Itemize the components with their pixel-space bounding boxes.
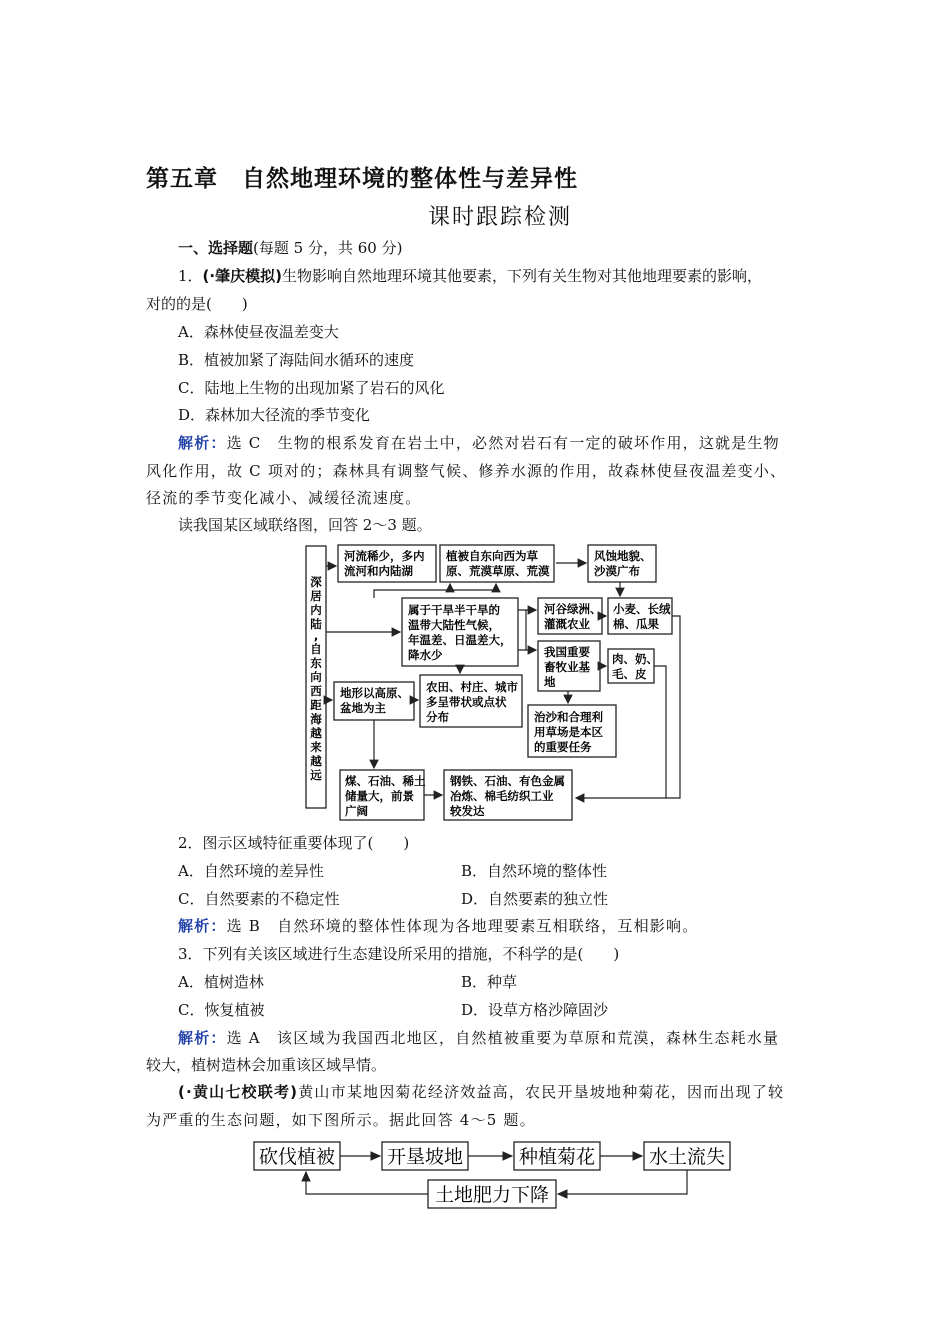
- svg-text:地: 地: [544, 675, 556, 689]
- svg-text:降水少: 降水少: [408, 648, 443, 662]
- svg-text:来: 来: [310, 740, 322, 754]
- region-diagram: [300, 540, 690, 825]
- svg-text:西: 西: [310, 684, 322, 698]
- svg-text:居: 居: [310, 589, 322, 603]
- svg-text:冶炼、棉毛纺织工业: 冶炼、棉毛纺织工业: [450, 789, 554, 803]
- svg-text:陆: 陆: [310, 617, 322, 631]
- q2-option-d: D．自然要素的独立性: [461, 890, 609, 908]
- q1-analysis-line1: [178, 432, 780, 454]
- q2-analysis: [178, 915, 698, 937]
- page-subtitle: 课时跟踪检测: [427, 205, 572, 230]
- svg-text:毛、皮: 毛、皮: [612, 667, 647, 681]
- svg-text:河流稀少，多内: 河流稀少，多内: [344, 549, 425, 563]
- svg-text:钢铁、石油、有色金属: 钢铁、石油、有色金属: [450, 774, 565, 788]
- diagram-left-text: [310, 575, 322, 782]
- svg-text:棉、瓜果: 棉、瓜果: [613, 617, 659, 631]
- q1-number: 1．: [178, 267, 203, 285]
- svg-text:东: 东: [310, 656, 322, 670]
- q3-stem: 3．下列有关该区域进行生态建设所采用的措施，不科学的是( ): [178, 945, 620, 963]
- q2-analysis-text: 选 B 自然环境的整体性体现为各地理要素互相联络，互相影响。: [226, 917, 699, 935]
- q1-analysis-text1: 选 C 生物的根系发育在岩土中，必然对岩石有一定的破坏作用，这就是生物: [226, 434, 780, 452]
- svg-text:地形以高原、: 地形以高原、: [340, 686, 409, 700]
- svg-text:远: 远: [310, 768, 322, 782]
- q1-stem-line1: [178, 265, 762, 287]
- svg-text:盆地为主: 盆地为主: [340, 701, 386, 715]
- svg-text:分布: 分布: [426, 710, 449, 724]
- q3-option-d: D．设草方格沙障固沙: [461, 1001, 609, 1019]
- svg-text:畜牧业基: 畜牧业基: [544, 660, 590, 674]
- svg-text:我国重要: 我国重要: [544, 645, 590, 659]
- q1-analysis-label: 解析：: [178, 434, 227, 452]
- svg-text:用草场是本区: 用草场是本区: [534, 725, 603, 739]
- svg-text:年温差、日温差大，: 年温差、日温差大，: [408, 633, 512, 647]
- q1-option-a: A．森林使昼夜温差变大: [178, 323, 339, 341]
- intro-4-5-text-a: 黄山市某地因菊花经济效益高，农民开垦坡地种菊花，因而出现了较: [298, 1083, 785, 1101]
- svg-text:种植菊花: 种植菊花: [519, 1146, 596, 1168]
- svg-text:农田、村庄、城市: 农田、村庄、城市: [426, 680, 518, 694]
- section-heading-label: 一、选择题: [178, 239, 254, 257]
- q1-option-b: B．植被加紧了海陆间水循环的速度: [178, 351, 415, 369]
- q3-option-a: A．植树造林: [178, 973, 264, 991]
- q2-option-c: C．自然要素的不稳定性: [178, 890, 340, 908]
- svg-text:,: ,: [313, 629, 319, 643]
- svg-text:原、荒漠草原、荒漠: 原、荒漠草原、荒漠: [446, 564, 550, 578]
- svg-text:水土流失: 水土流失: [649, 1146, 726, 1168]
- svg-text:植被自东向西为草: 植被自东向西为草: [446, 549, 538, 563]
- q1-stem-a: 生物影响自然地理环境其他要素，下列有关生物对其他地理要素的影响，: [281, 267, 762, 285]
- intro-4-5-line1: [178, 1081, 784, 1103]
- q3-option-b: B．种草: [461, 973, 518, 991]
- section-heading-note: (每题 5 分，共 60 分): [253, 239, 403, 257]
- svg-text:开垦坡地: 开垦坡地: [387, 1146, 464, 1168]
- svg-text:自: 自: [310, 642, 322, 656]
- q2-analysis-label: 解析：: [178, 917, 227, 935]
- svg-text:内: 内: [310, 603, 322, 617]
- svg-text:风蚀地貌、: 风蚀地貌、: [594, 549, 652, 563]
- q3-option-c: C．恢复植被: [178, 1001, 265, 1019]
- svg-text:越: 越: [310, 726, 322, 740]
- svg-text:越: 越: [310, 754, 322, 768]
- svg-text:沙漠广布: 沙漠广布: [594, 564, 640, 578]
- svg-text:深: 深: [310, 575, 322, 589]
- section-heading: [178, 237, 402, 259]
- intro-4-5-line2: 为严重的生态问题，如下图所示。据此回答 4～5 题。: [146, 1111, 536, 1129]
- q2-option-b: B．自然环境的整体性: [461, 862, 608, 880]
- q3-analysis-line2: 较大，植树造林会加重该区域旱情。: [146, 1056, 387, 1074]
- intro-4-5-source: (·黄山七校联考): [178, 1083, 299, 1101]
- chapter-title: 第五章 自然地理环境的整体性与差异性: [146, 166, 578, 192]
- svg-text:储量大，前景: 储量大，前景: [345, 789, 414, 803]
- svg-text:向: 向: [310, 670, 322, 684]
- q1-stem-line2: 对的的是( ): [146, 295, 248, 313]
- q3-analysis-label: 解析：: [178, 1029, 227, 1047]
- q3-analysis-text1: 选 A 该区域为我国西北地区，自然植被重要为草原和荒漠，森林生态耗水量: [226, 1029, 780, 1047]
- svg-text:煤、石油、稀土: 煤、石油、稀土: [345, 774, 426, 788]
- svg-text:河谷绿洲、: 河谷绿洲、: [544, 602, 602, 616]
- q3-analysis-line1: [178, 1027, 779, 1049]
- svg-text:属于干旱半干旱的: 属于干旱半干旱的: [408, 603, 500, 617]
- q2-option-a: A．自然环境的差异性: [178, 862, 324, 880]
- svg-text:温带大陆性气候，: 温带大陆性气候，: [408, 618, 500, 632]
- svg-text:广阔: 广阔: [345, 804, 368, 818]
- q2-stem: 2．图示区域特征重要体现了( ): [178, 834, 410, 852]
- svg-text:土地肥力下降: 土地肥力下降: [435, 1184, 550, 1206]
- q1-analysis-line3: 径流的季节变化减小、减缓径流速度。: [146, 489, 422, 507]
- q1-option-d: D．森林加大径流的季节变化: [178, 406, 371, 424]
- svg-text:肉、奶、: 肉、奶、: [612, 652, 658, 666]
- svg-text:流河和内陆湖: 流河和内陆湖: [344, 564, 413, 578]
- svg-text:小麦、长绒: 小麦、长绒: [613, 602, 671, 616]
- svg-text:海: 海: [310, 712, 322, 726]
- svg-text:的重要任务: 的重要任务: [534, 740, 592, 754]
- q1-analysis-line2: 风化作用，故 C 项对的；森林具有调整气候、修养水源的作用，故森林使昼夜温差变小、: [146, 462, 787, 480]
- intro-2-3: 读我国某区域联络图，回答 2～3 题。: [178, 516, 432, 534]
- svg-text:砍伐植被: 砍伐植被: [259, 1146, 336, 1168]
- svg-text:较发达: 较发达: [450, 804, 485, 818]
- svg-text:多呈带状或点状: 多呈带状或点状: [426, 695, 507, 709]
- svg-text:灌溉农业: 灌溉农业: [544, 617, 590, 631]
- q1-source: (·肇庆模拟): [202, 267, 282, 285]
- svg-text:距: 距: [310, 698, 322, 712]
- svg-text:治沙和合理利: 治沙和合理利: [534, 710, 603, 724]
- q1-option-c: C．陆地上生物的出现加紧了岩石的风化: [178, 379, 445, 397]
- flow-diagram: [250, 1138, 740, 1210]
